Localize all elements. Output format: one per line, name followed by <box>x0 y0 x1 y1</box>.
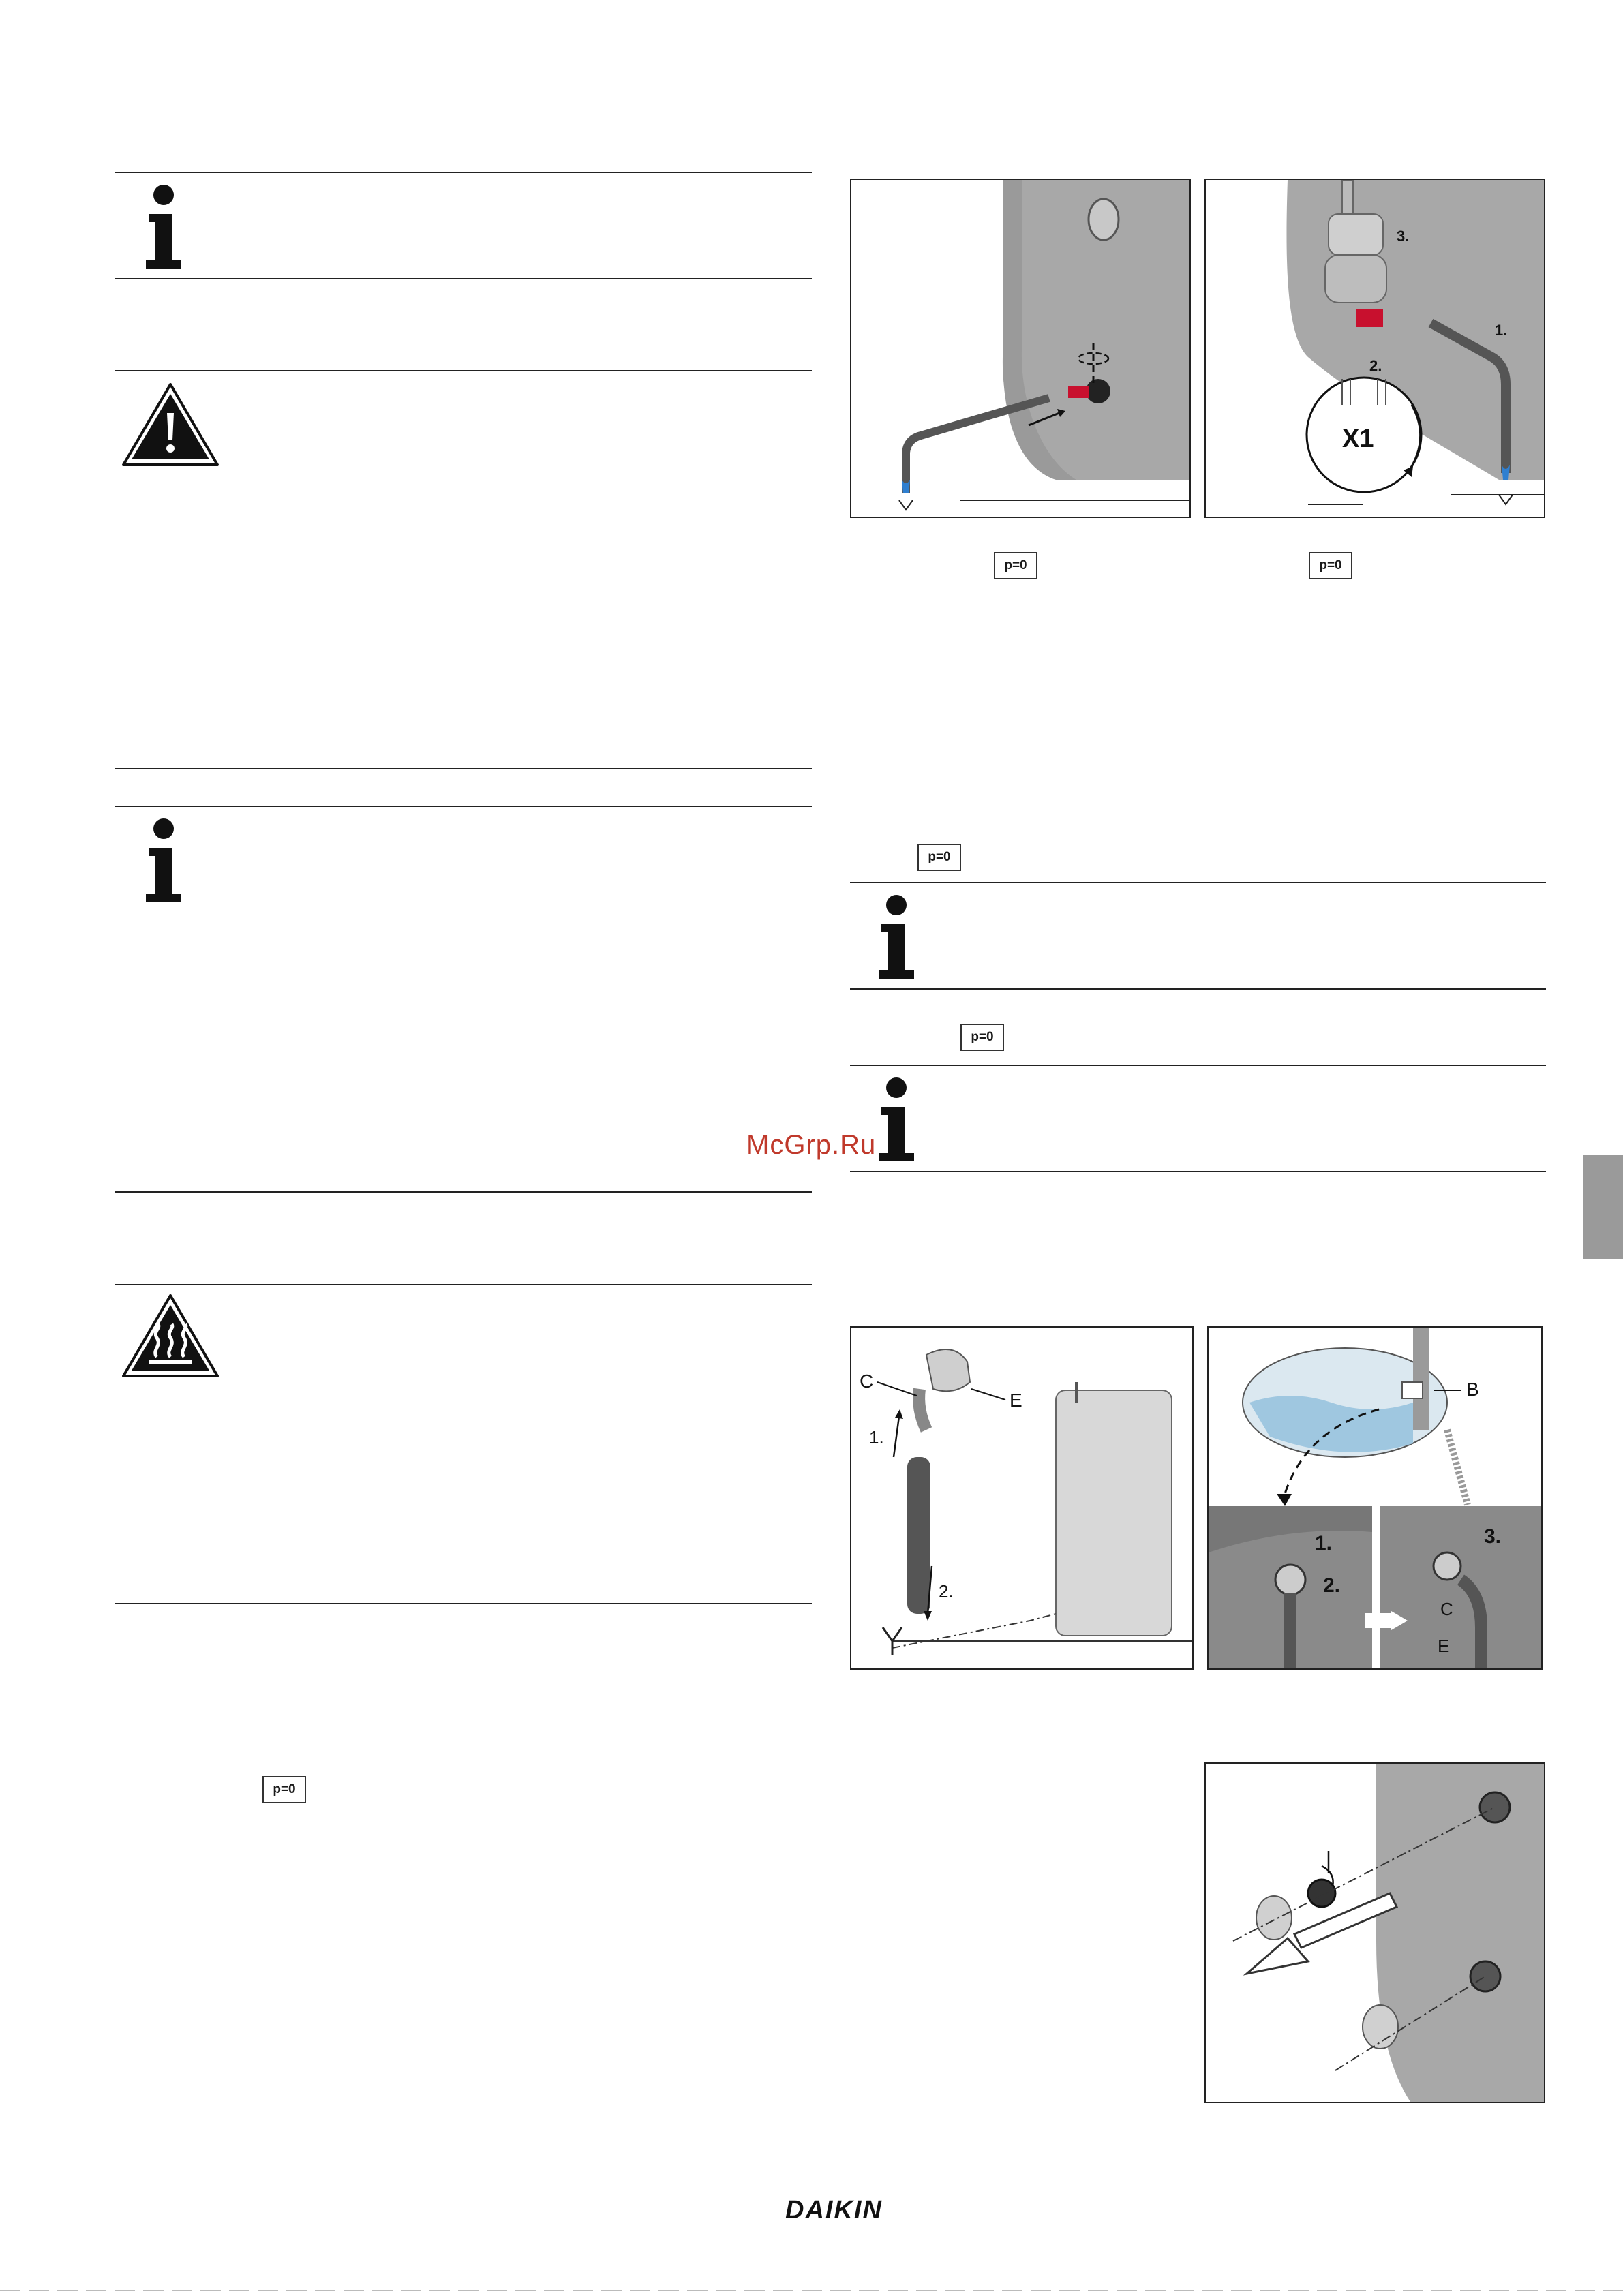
note-bottom-rule <box>850 1171 1546 1172</box>
note-bottom-rule <box>115 278 812 279</box>
caution-top-rule <box>115 1284 812 1285</box>
info-icon <box>869 1077 924 1165</box>
note-bottom-rule <box>115 1191 812 1193</box>
daikin-logo: DAIKIN <box>785 2196 883 2224</box>
step-2-label: 2. <box>1369 357 1382 374</box>
label-b: B <box>1466 1379 1479 1400</box>
warning-triangle-icon <box>119 380 222 469</box>
note-bottom-rule <box>850 988 1546 990</box>
info-icon <box>136 184 191 273</box>
detail-label-e: E <box>1438 1636 1450 1656</box>
info-icon <box>869 894 924 983</box>
hot-surface-icon <box>119 1291 222 1380</box>
page-bottom-dashed-rule <box>0 2290 1623 2291</box>
figure-tank-drain-valve <box>850 179 1191 518</box>
watermark: McGrp.Ru <box>746 1130 877 1160</box>
info-icon <box>136 818 191 906</box>
callout-x1-label: X1 <box>1342 425 1374 453</box>
note-top-rule <box>115 806 812 807</box>
pressure-zero-badge: p=0 <box>960 1024 1004 1051</box>
pressure-zero-badge: p=0 <box>917 844 961 871</box>
figure-drain-connection-detail <box>1207 1326 1543 1670</box>
step-3-label: 3. <box>1484 1525 1502 1548</box>
section-tab <box>1583 1155 1623 1259</box>
note-top-rule <box>850 1065 1546 1066</box>
pressure-zero-badge: p=0 <box>1309 552 1352 579</box>
drain-symbol-icon <box>899 500 913 510</box>
step-2-label: 2. <box>1323 1574 1341 1597</box>
caution-bottom-rule <box>115 1603 812 1604</box>
pressure-zero-badge: p=0 <box>994 552 1037 579</box>
detail-label-c: C <box>1440 1599 1453 1619</box>
step-3-label: 3. <box>1397 228 1410 245</box>
warning-bottom-rule <box>115 768 812 769</box>
step-1-label: 1. <box>1495 322 1508 339</box>
warning-top-rule <box>115 370 812 371</box>
step-2-label: 2. <box>939 1581 954 1602</box>
note-top-rule <box>850 882 1546 883</box>
pressure-zero-badge: p=0 <box>262 1776 306 1803</box>
note-top-rule <box>115 172 812 173</box>
drain-symbol-icon <box>1499 495 1513 504</box>
figure-drain-hose <box>850 1326 1194 1670</box>
step-1-label: 1. <box>1315 1532 1333 1555</box>
figure-valve-callout <box>1204 179 1545 518</box>
step-1-label: 1. <box>869 1427 884 1448</box>
label-c: C <box>860 1371 874 1392</box>
figure-drain-plugs <box>1204 1762 1545 2103</box>
label-e: E <box>1010 1390 1022 1411</box>
